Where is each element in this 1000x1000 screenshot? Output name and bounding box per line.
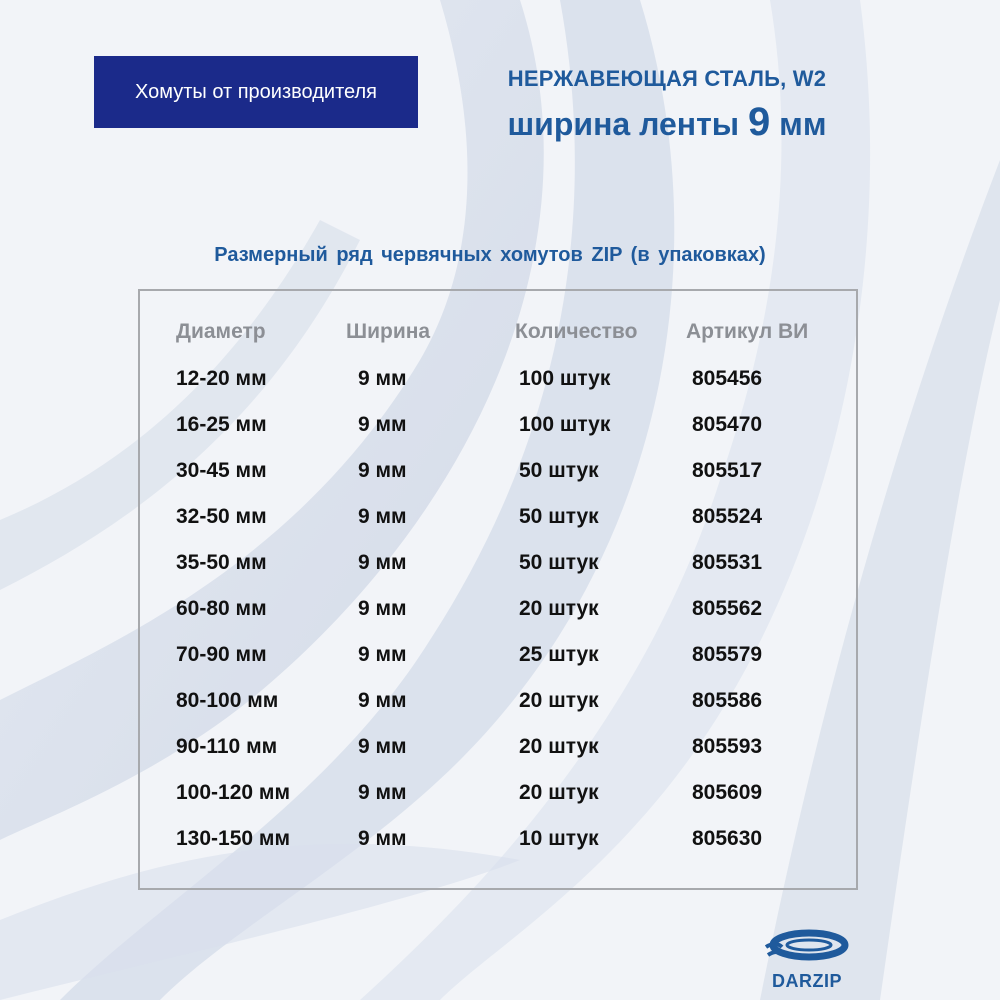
band-width-unit: мм <box>779 106 827 142</box>
diameter-cell: 35-50 мм <box>176 551 267 574</box>
quantity-cell: 50 штук <box>519 505 599 528</box>
article-cell: 805593 <box>692 735 763 758</box>
article-cell: 805579 <box>692 643 763 666</box>
width-cell: 9 мм <box>358 827 407 850</box>
quantity-cell: 20 штук <box>519 781 599 804</box>
article-cell: 805586 <box>692 689 763 712</box>
hose-clamp-icon <box>762 925 852 971</box>
badge-label: Хомуты от производителя <box>135 80 377 103</box>
width-header: Ширина <box>346 320 431 343</box>
diameter-cell: 30-45 мм <box>176 459 267 482</box>
article-cell: 805609 <box>692 781 763 804</box>
width-cell: 9 мм <box>358 735 407 758</box>
quantity-cell: 10 штук <box>519 827 599 850</box>
quantity-cell: 50 штук <box>519 551 599 574</box>
diameter-cell: 16-25 мм <box>176 413 267 436</box>
width-cell: 9 мм <box>358 413 407 436</box>
quantity-cell: 20 штук <box>519 735 599 758</box>
article-cell: 805630 <box>692 827 763 850</box>
diameter-cell: 32-50 мм <box>176 505 267 528</box>
table-title: Размерный ряд червячных хомутов ZIP (в упаковках) <box>214 244 766 266</box>
article-header: Артикул ВИ <box>686 320 809 343</box>
width-cell: 9 мм <box>358 459 407 482</box>
quantity-cell: 20 штук <box>519 689 599 712</box>
manufacturer-badge <box>94 56 418 128</box>
quantity-cell: 25 штук <box>519 643 599 666</box>
quantity-cell: 100 штук <box>519 367 611 390</box>
width-cell: 9 мм <box>358 643 407 666</box>
width-cell: 9 мм <box>358 689 407 712</box>
quantity-cell: 20 штук <box>519 597 599 620</box>
width-cell: 9 мм <box>358 505 407 528</box>
article-cell: 805524 <box>692 505 763 528</box>
material-headline: НЕРЖАВЕЮЩАЯ СТАЛЬ, W2 <box>507 66 827 91</box>
width-cell: 9 мм <box>358 551 407 574</box>
article-cell: 805562 <box>692 597 763 620</box>
width-cell: 9 мм <box>358 781 407 804</box>
diameter-cell: 70-90 мм <box>176 643 267 666</box>
width-cell: 9 мм <box>358 367 407 390</box>
diameter-cell: 90-110 мм <box>176 735 278 758</box>
band-width-headline <box>452 100 882 145</box>
darzip-logo <box>762 925 852 997</box>
article-cell: 805517 <box>692 459 763 482</box>
quantity-cell: 50 штук <box>519 459 599 482</box>
diameter-cell: 12-20 мм <box>176 367 267 390</box>
article-cell: 805531 <box>692 551 763 574</box>
diameter-cell: 100-120 мм <box>176 781 290 804</box>
diameter-cell: 60-80 мм <box>176 597 267 620</box>
diameter-cell: 80-100 мм <box>176 689 279 712</box>
width-cell: 9 мм <box>358 597 407 620</box>
band-width-value: 9 <box>748 100 771 144</box>
diameter-cell: 130-150 мм <box>176 827 290 850</box>
article-cell: 805456 <box>692 367 763 390</box>
quantity-cell: 100 штук <box>519 413 611 436</box>
diameter-header: Диаметр <box>176 320 266 343</box>
band-width-prefix: ширина ленты <box>507 106 740 142</box>
article-cell: 805470 <box>692 413 763 436</box>
quantity-header: Количество <box>515 320 638 343</box>
logo-text: DARZIP <box>772 971 842 991</box>
